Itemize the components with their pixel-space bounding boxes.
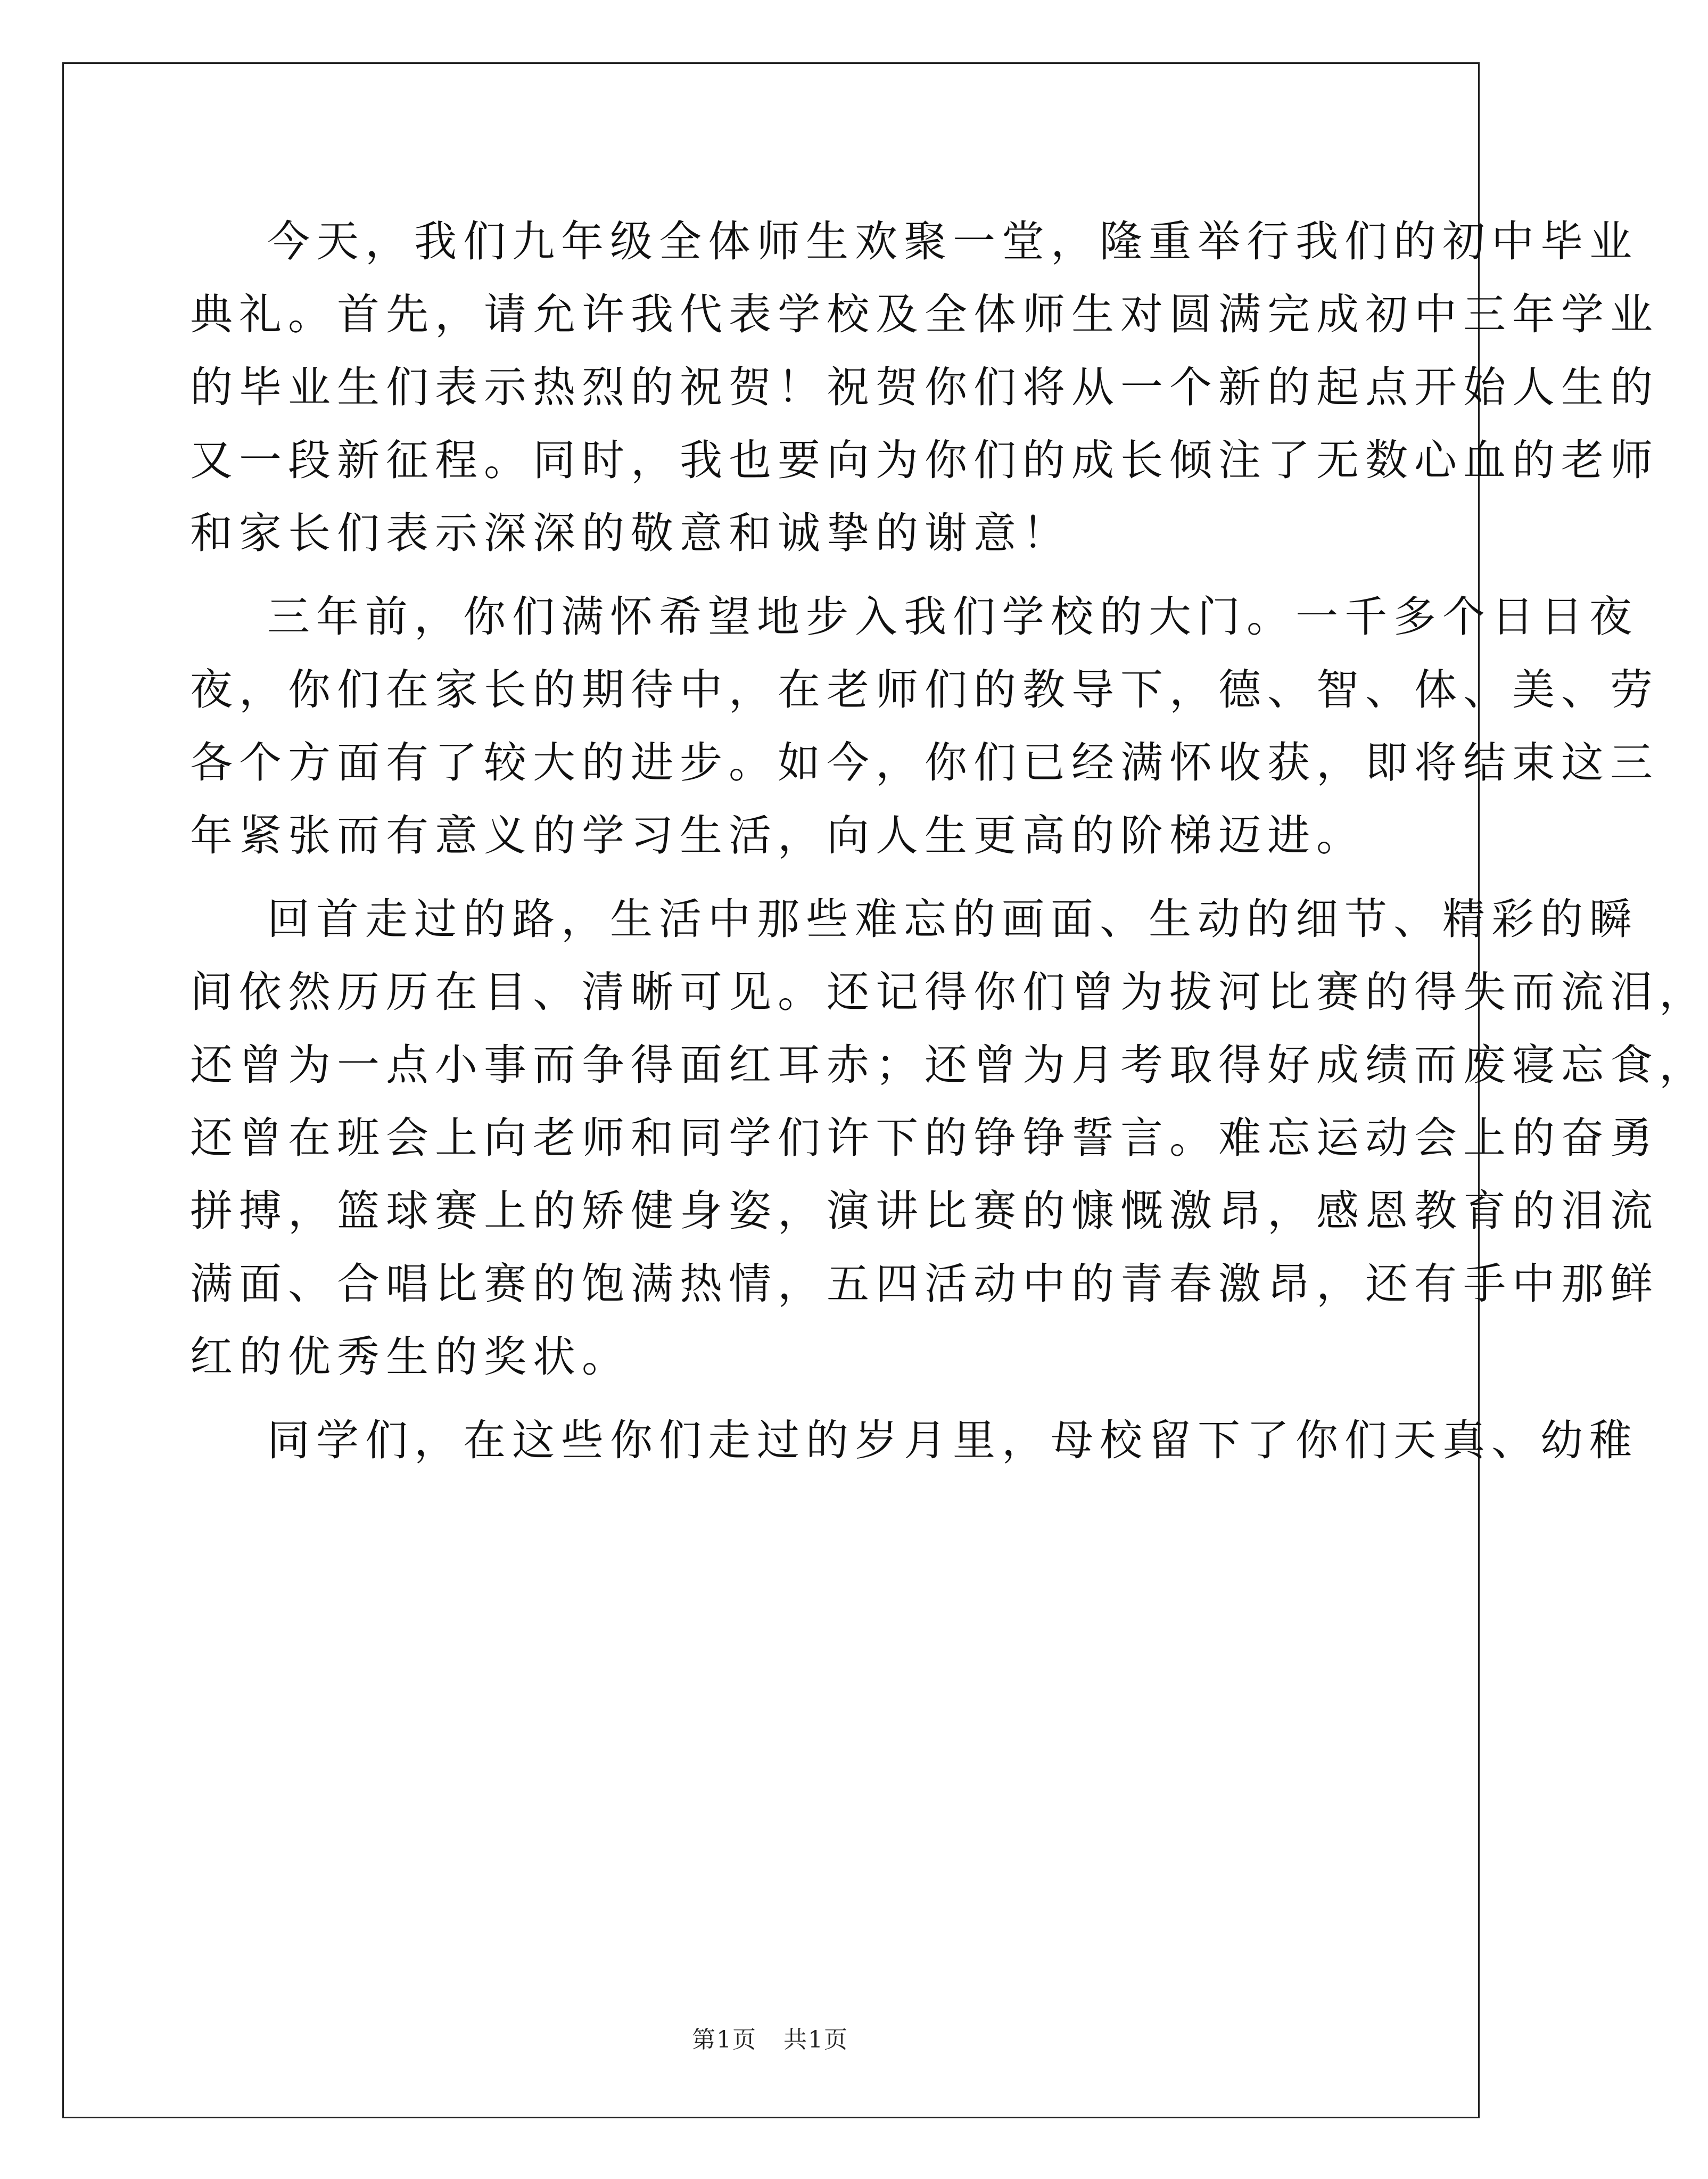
text-line: 各个方面有了较大的进步。如今，你们已经满怀收获，即将结束这三 bbox=[190, 738, 1659, 787]
text-line: 和家长们表示深深的敬意和诚挚的谢意！ bbox=[190, 508, 1071, 558]
text-line: 今天，我们九年级全体师生欢聚一堂，隆重举行我们的初中毕业 bbox=[267, 217, 1638, 266]
text-line: 回首走过的路，生活中那些难忘的画面、生动的细节、精彩的瞬 bbox=[267, 894, 1638, 944]
text-line: 同学们，在这些你们走过的岁月里，母校留下了你们天真、幼稚 bbox=[267, 1416, 1638, 1465]
text-line: 又一段新征程。同时，我也要向为你们的成长倾注了无数心血的老师 bbox=[190, 435, 1659, 485]
text-line: 三年前，你们满怀希望地步入我们学校的大门。一千多个日日夜 bbox=[267, 592, 1638, 642]
document-body bbox=[190, 205, 1708, 1477]
text-line: 典礼。首先，请允许我代表学校及全体师生对圆满完成初中三年学业 bbox=[190, 290, 1659, 339]
page-number-current: 第1页 bbox=[692, 2026, 757, 2053]
page-footer bbox=[0, 2020, 1540, 2054]
text-line: 夜，你们在家长的期待中，在老师们的教导下，德、智、体、美、劳 bbox=[190, 665, 1659, 714]
text-line: 还曾为一点小事而争得面红耳赤；还曾为月考取得好成绩而废寝忘食， bbox=[190, 1040, 1708, 1090]
text-line: 满面、合唱比赛的饱满热情，五四活动中的青春激昂，还有手中那鲜 bbox=[190, 1259, 1659, 1309]
page-number-total: 共1页 bbox=[783, 2026, 848, 2053]
text-line: 拼搏，篮球赛上的矫健身姿，演讲比赛的慷慨激昂，感恩教育的泪流 bbox=[190, 1186, 1659, 1236]
text-line: 的毕业生们表示热烈的祝贺！祝贺你们将从一个新的起点开始人生的 bbox=[190, 363, 1659, 412]
text-line: 间依然历历在目、清晰可见。还记得你们曾为拔河比赛的得失而流泪， bbox=[190, 967, 1708, 1017]
text-line: 还曾在班会上向老师和同学们许下的铮铮誓言。难忘运动会上的奋勇 bbox=[190, 1113, 1659, 1163]
text-line: 年紧张而有意义的学习生活，向人生更高的阶梯迈进。 bbox=[190, 811, 1365, 860]
text-line: 红的优秀生的奖状。 bbox=[190, 1332, 631, 1382]
